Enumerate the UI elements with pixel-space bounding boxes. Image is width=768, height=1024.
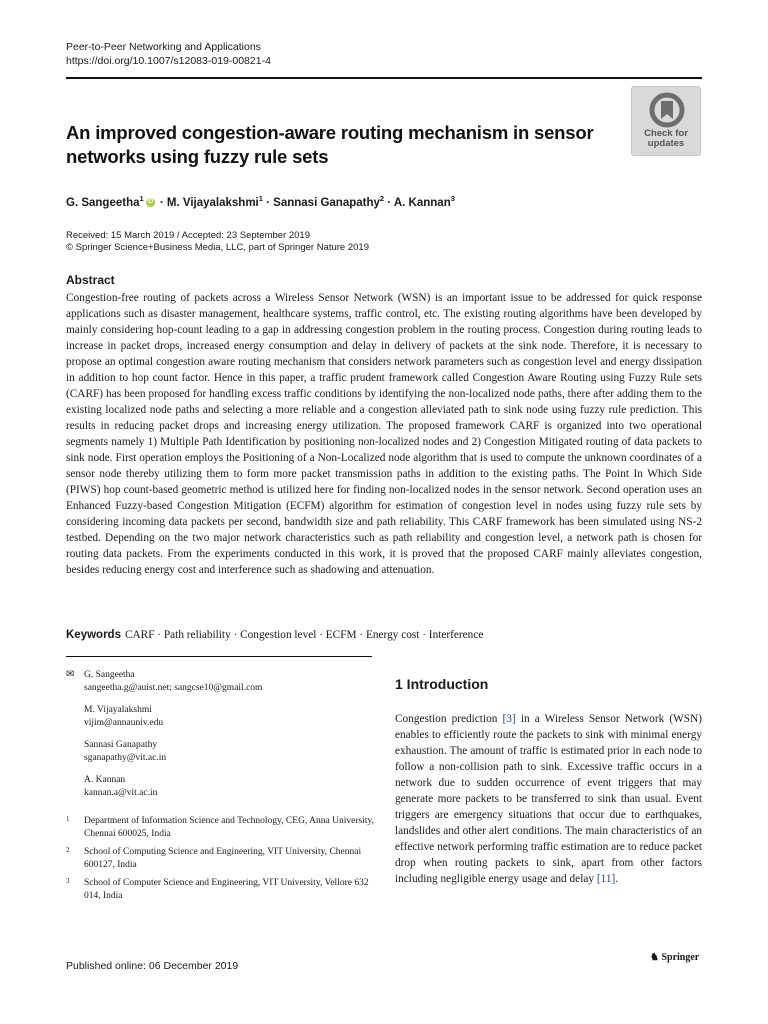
- contact-name: Sannasi Ganapathy: [84, 740, 158, 750]
- orcid-icon[interactable]: iD: [147, 199, 154, 206]
- journal-doi[interactable]: https://doi.org/10.1007/s12083-019-00821-4: [66, 55, 271, 67]
- paper-title: An improved congestion-aware routing mechanism in sensor networks using fuzzy rule sets: [66, 122, 594, 167]
- intro-text-part: in a Wireless Sensor Network (WSN) enables to efficiently route the packets to sink with minimal energy exhaustion. The amount of traffic is estimated prior in each node to follow a non-collision path to sink. Excessive traffic occurs in a network due to sudden occurrence of event triggers that may generate more packets to be transferred to sink than usual. Event triggers are emergency situations that occur due to earthquakes, landslides and other alert conditions. The main characteristics of an effective network performing traffic estimation are to reduce packet drop when routing packets to sink, apart from other factors including negligible energy usage and delay: [395, 713, 702, 885]
- contact-email[interactable]: sganapathy@vit.ac.in: [84, 752, 167, 763]
- contact-name: A. Kannan: [84, 775, 126, 785]
- contact-email[interactable]: kannan.a@vit.ac.in: [84, 787, 158, 798]
- published-online-date: Published online: 06 December 2019: [66, 960, 239, 972]
- springer-logo: [650, 952, 699, 963]
- copyright-line: © Springer Science+Business Media, LLC, part of Springer Nature 2019: [66, 242, 369, 253]
- author-contact: [66, 774, 376, 799]
- author-contact: [66, 739, 376, 764]
- introduction-text: [395, 711, 702, 887]
- springer-horse-icon: ♞: [650, 952, 659, 963]
- author-name: M. Vijayalakshmi: [166, 196, 259, 209]
- received-accepted-line: Received: 15 March 2019 / Accepted: 23 September 2019: [66, 230, 310, 241]
- introduction-heading: 1 Introduction: [395, 676, 489, 692]
- bookmark-ring-icon: [649, 92, 685, 128]
- contact-name: M. Vijayalakshmi: [84, 705, 152, 715]
- citation-link[interactable]: [3]: [502, 713, 516, 725]
- affiliation-number: 1: [66, 815, 70, 823]
- affiliation: [66, 815, 376, 840]
- footnote-rule: [66, 656, 372, 657]
- intro-text-part: .: [615, 873, 619, 885]
- affiliation: [66, 877, 376, 902]
- author-name: Sannasi Ganapathy: [273, 196, 380, 209]
- badge-text: Check for updates: [644, 128, 688, 149]
- intro-text-part: Congestion prediction: [395, 713, 503, 725]
- author-list: G. Sangeetha$^1$ iD · M. Vijayalakshmi$^1$ · Sannasi Ganapathy$^2$ · A. Kannan$^3$: [66, 194, 455, 209]
- keywords-list: CARF · Path reliability · Congestion level · ECFM · Energy cost · Interference: [124, 629, 484, 641]
- abstract-text: Congestion-free routing of packets across a Wireless Sensor Network (WSN) is an important issue to be addressed for quick response applications such as disaster management, healthcare systems, traffic control, etc. The existing routing algorithms have been developed by mainly considering hop-count leading to a gap in addressing congestion problem in the routing process. Congestion during routing leads to increase in packet drops, increased energy consumption and delay in delivery of packets at the sink node. Therefore, it is necessary to propose an optimal congestion aware routing mechanism that considers network parameters such as congestion level and energy dissipation in addition to hop count factor. Hence in this paper, a traffic prudent framework called Congestion Aware Routing using Fuzzy Rule sets (CARF) has been proposed for handling excess traffic conditions by identifying the non-localized node paths, there after adding them to the existing localized node paths and selecting a more reliable and a congestion alleviated path to sink node using fuzzy rule prediction. This results in reducing packet drops and increasing energy utilization. The proposed framework CARF is organized into two operational segments namely 1) Multiple Path Identification by positioning non-localized nodes and 2) Congestion Mitigated routing of data packets to sink node. First operation employs the Positioning of a Non-Localized node algorithm that is used to compute the unknown coordinates of a sensor node thereby utilizing them to form more packet transmission paths in addition to the existing paths. The Point In Which Side (PIWS) hop count-based geometric method is utilized here for finding non-localized nodes in the sensor network. Second operation uses an Enhanced Fuzzy-based Congestion Mitigation (ECFM) algorithm for estimation of congestion level in nodes using fuzzy rule sets by considering incoming data packets per second, bandwidth size and path reliability. This CARF framework has been simulated using NS-2 testbed. Depending on the two major network characteristics such as path reliability and congestion level, a network path is chosen for routing data packets. From the experiments conducted in this work, it is proved that the proposed CARF mainly alleviates congestion, besides reducing energy cost and interference such as shadowing and attenuation.: [66, 292, 702, 576]
- journal-header: [66, 40, 271, 68]
- affiliation-text: Department of Information Science and Technology, CEG, Anna University, Chennai 600025, India: [84, 816, 374, 839]
- author-affiliation-mark: 1: [258, 194, 263, 203]
- affiliation-text: School of Computing Science and Engineering, VIT University, Chennai 600127, India: [84, 847, 362, 870]
- publisher-name: Springer: [661, 952, 700, 963]
- affiliation: [66, 846, 376, 871]
- author-affiliation-mark: 1: [139, 194, 144, 203]
- author-affiliation-mark: 3: [450, 194, 455, 203]
- journal-name: Peer-to-Peer Networking and Applications: [66, 41, 261, 53]
- affiliation-number: 3: [66, 877, 70, 885]
- check-for-updates-badge[interactable]: [631, 86, 701, 156]
- author-affiliation-mark: 2: [379, 194, 385, 203]
- corresponding-author: [66, 669, 376, 694]
- affiliation-text: School of Computer Science and Engineering, VIT University, Vellore 632 014, India: [84, 878, 369, 901]
- envelope-icon: ✉: [66, 669, 75, 680]
- contact-email[interactable]: vijim@annauniv.edu: [84, 717, 164, 728]
- author-name: G. Sangeetha: [66, 196, 140, 209]
- header-rule: [66, 77, 702, 79]
- keywords-line: [66, 627, 483, 643]
- publication-dates: [66, 230, 369, 254]
- author-name: A. Kannan: [393, 196, 451, 209]
- citation-link[interactable]: [11]: [596, 873, 616, 885]
- keywords-heading: Keywords: [66, 629, 121, 641]
- affiliation-number: 2: [66, 846, 70, 854]
- abstract-heading: Abstract: [66, 273, 115, 287]
- author-contact: [66, 704, 376, 729]
- author-footnotes: [66, 669, 376, 908]
- contact-name: G. Sangeetha: [84, 670, 135, 680]
- contact-email[interactable]: sangeetha.g@auist.net; sangcse10@gmail.com: [84, 682, 263, 693]
